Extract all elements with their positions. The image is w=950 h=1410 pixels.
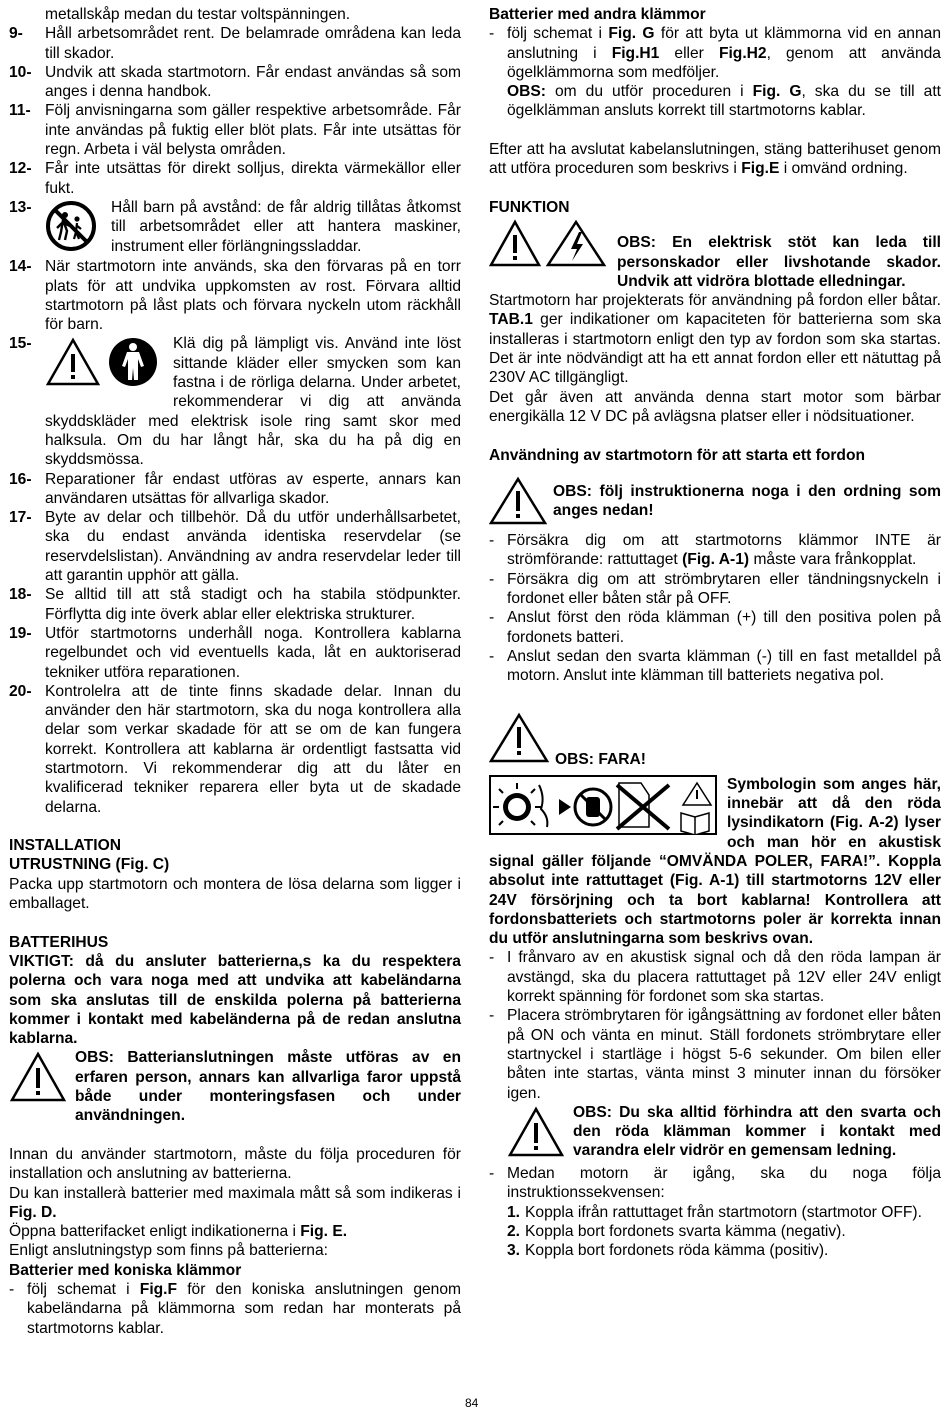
item-text: Reparationer får endast utföras av esperte, annars kan användaren utsättas för allvarliga skador. (45, 470, 461, 507)
item-text: Håll arbetsområdet rent. De belamrade områdena kan leda till skador. (45, 25, 461, 62)
tab-ref: TAB.1 (489, 311, 533, 329)
viktigt-text: VIKTIGT: då du ansluter batterierna,s ka du respektera polerna och vara noga med att undvika att kabeländarna som ska anslutas till de enskilda polerna på batterierna kommer i kontakt med kabeländerna på de redan anslutna kablarna. (9, 952, 461, 1048)
innan-text: Innan du använder startmotorn, måste du följa proceduren för installation och anslutning av batterierna. (9, 1145, 461, 1183)
utrustning-heading: UTRUSTNING (Fig. C) (9, 856, 170, 874)
andra-b: för att byta ut klämmorna vid en annan anslutning i (507, 25, 941, 62)
andra-obs-b: , ska du se till att ögelklämman ansluts korrekt till startmotorns kablar. (507, 83, 941, 120)
list-item (9, 508, 461, 585)
obs-fara-label: OBS: FARA! (555, 750, 646, 768)
fara-block (489, 775, 941, 949)
warning-triangle-icon (489, 476, 547, 531)
right-column (489, 5, 941, 1261)
intro-line: metallskåp medan du testar voltspänningen. (45, 6, 351, 23)
list-item (9, 63, 461, 102)
obs-order-block (489, 474, 941, 531)
anvandning-heading: Användning av startmotorn för att starta ett fordon (489, 446, 866, 464)
fig-ref: Fig. G (752, 83, 802, 101)
step-number: 2. (507, 1223, 521, 1241)
fig-ref: Fig.H2 (718, 44, 767, 62)
list-item: - följ schemat i Fig.F för den koniska anslutningen genom kabeländarna på klämmorna som redan har monterats på startmotorns kablar. (9, 1281, 461, 1337)
item-number: 11- (9, 102, 31, 120)
koniska-heading: Batterier med koniska klämmor (9, 1261, 242, 1279)
left-column (9, 5, 461, 1338)
obs-battery-text: OBS: Batterianslutningen måste utföras av en erfaren person, annars kan allvarliga faror uppstå både under monteringsfasen och under användningen. (75, 1049, 461, 1125)
efter-a: Efter att ha avslutat kabelanslutningen, stäng batterihuset genom att utföra proceduren som beskrivs i (489, 141, 941, 178)
funktion-heading: FUNKTION (489, 198, 570, 216)
list-item: - följ schemat i Fig. G för att byta ut klämmorna vid en annan anslutning i Fig.H1 eller Fig.H2, genom att använda ögelklämmorna som medföljer. OBS: om du utför proceduren i Fig. G, ska du se till att ögelklämman ansluts korrekt till startmotorns kablar. (489, 25, 941, 120)
step-item (507, 1222, 941, 1241)
item-text: Följ anvisningarna som gäller respektive arbetsområde. Får inte användas på fuktig eller blöt plats. Får inte utsättas för regn. Arbeta i väl belysta områden. (45, 102, 461, 159)
item-number: 15- (9, 335, 32, 353)
obs-clamps-block (489, 1103, 941, 1164)
du-kan-text: Du kan installerà batterier med maximala mått så som indikeras i (9, 1184, 461, 1202)
list-item (9, 24, 461, 63)
koniska-a: följ schemat i (27, 1281, 130, 1298)
item-number: 19- (9, 624, 32, 642)
du-kan-paragraph (9, 1184, 461, 1223)
item-text: Håll barn på avstånd: de får aldrig tillåtas åtkomst till arbetsområdet eller att hantera maskiner, instrument eller förlängningssladdar. (111, 198, 461, 255)
item-number: 14- (9, 258, 32, 276)
koniska-b: för den koniska anslutningen genom kabeländarna på klämmorna som redan har monterats på startmotorns kablar. (27, 1281, 461, 1337)
d1-b: måste vara frånkopplat. (753, 551, 917, 569)
item-text: Klä dig på lämpligt vis. Använd inte löst sittande kläder eller smycken som kan fastna i de rörliga delarna. Under arbetet, rekommenderar vi dig att använda skyddskläder med elektrisk isole ring samt skor med halksula. Om du har långt hår, ska du ha på dig en skyddsmössa. (45, 335, 461, 469)
andra-d: , genom att använda ögelklämmorna som medföljer. (507, 44, 941, 81)
step-text: Koppla bort fordonets svarta kämma (negativ). (525, 1223, 846, 1241)
warning-triangle-icon (9, 1050, 67, 1109)
list-item (9, 159, 461, 198)
list-item: - Placera strömbrytaren för igångsättning av fordonet eller båten på ON och vänta en minut. Ställ fordonets strömbrytare eller startnyckel i startläge i högst 5-6 sekunder. Om bilen eller båten inte startas, vänta minst 3 minuter innan du försöker igen. (489, 1007, 941, 1102)
installation-heading: INSTALLATION (9, 837, 122, 855)
warning-triangle-icon (45, 336, 101, 393)
item-number: 10- (9, 63, 32, 81)
item-text: Utför startmotorns underhåll noga. Kontrollera kablarna regelbundet och vid eventuells kada, låt en auktoriserad tekniker utföra reparationen. (45, 624, 461, 681)
obs-clamps-text: OBS: Du ska alltid förhindra att den svarta och den röda klämman kommer i kontakt med varandra elelr vidrör en gemensam ledning. (573, 1103, 941, 1160)
list-item-15 (9, 334, 461, 469)
list-item (9, 624, 461, 682)
fig-ref: Fig. D. (9, 1203, 57, 1221)
step-item (507, 1241, 941, 1260)
fara-text: Symbologin som anges här, innebär att då den röda lysindikatorn (Fig. A-2) lyser och man hör en akustisk signal gäller följande “OMVÄNDA POLER, FARA!”. Koppla absolut inte rattuttaget (Fig. A-1) till startmotorns 12V eller 24V försörjning och ta bort kablarna! Kontrollera att fordonsbatteriets och startmotorns poler är korrekta innan du utför anslutningarna som beskrivs ovan. (489, 775, 941, 948)
list-text: Försäkra dig om att strömbrytaren eller tändningsnyckeln i fordonet eller båten står på OFF. (507, 570, 941, 608)
step-text: Koppla ifrån rattuttaget från startmotorn (startmotor OFF). (525, 1203, 922, 1221)
fig-ref: (Fig. A-1) (682, 551, 750, 569)
list-item (9, 682, 461, 817)
item-number: 17- (9, 509, 32, 527)
fig-ref: Fig.F (139, 1281, 178, 1298)
funktion-b: ger indikationer om kapaciteten för batterierna som ska installeras i startmotorn enligt den typ av fordon som ska startas. Det är inte nödvändigt att ha ett annat fordon eller ett nätuttag på 230V AC tillgängligt. (489, 311, 941, 387)
list-text: Placera strömbrytaren för igångsättning av fordonet eller båten på ON och vänta en minut. Ställ fordonets strömbrytare eller startnyckel i startläge i högst 5-6 sekunder. Om bilen eller båten inte startas, vänta minst 3 minuter innan du försöker igen. (507, 1007, 941, 1102)
list-text: Medan motorn är igång, ska du noga följa instruktionssekvensen: (507, 1165, 941, 1202)
item-text: När startmotorn inte används, ska den förvaras på en torr plats för att undvika uppkomsten av rost. Förvara alltid startmotorn på låst plats och förvara nyckeln utom räckhåll för barn. (45, 258, 461, 334)
no-children-icon (45, 200, 97, 257)
obs-shock-block (489, 217, 941, 291)
item-text: Byte av delar och tillbehör. Då du utför underhållsarbetet, ska du endast använda identiska reservdelar (se reservdelslistan). Användning av andra reservdelar leder till att garantin upphör att gälla. (45, 509, 461, 585)
obs-battery-block (9, 1048, 461, 1125)
obs-fara-block (489, 712, 941, 769)
item-number: 13- (9, 198, 32, 216)
batterihus-heading: BATTERIHUS (9, 933, 109, 951)
list-item-13 (9, 198, 461, 257)
andra-a: följ schemat i (507, 25, 602, 43)
oppna-paragraph (9, 1222, 461, 1241)
step-number: 1. (507, 1203, 521, 1221)
list-item: - Försäkra dig om att strömbrytaren eller tändningsnyckeln i fordonet eller båten står på OFF. (489, 570, 941, 608)
list-item: - Anslut sedan den svarta klämman (-) till en fast metalldel på motorn. Anslut inte klämman till batteriets negativa pol. (489, 647, 941, 685)
warning-triangle-icon (507, 1105, 565, 1164)
item-text: Se alltid till att stå stadigt och ha stabila stödpunkter. Förflytta dig inte överk ablar eller elektriska strukturer. (45, 586, 461, 623)
item-number: 16- (9, 470, 32, 488)
item-number: 20- (9, 682, 32, 700)
fig-ref: Fig.E (741, 160, 780, 178)
item-number: 18- (9, 586, 32, 604)
item-number: 9- (9, 25, 23, 43)
funktion-a: Startmotorn har projekterats för användning på fordon eller båtar. (489, 292, 941, 310)
list-item (9, 585, 461, 624)
fig-ref: Fig. E. (300, 1223, 348, 1241)
andra-obs-a: om du utför proceduren i (555, 83, 744, 101)
step-item (507, 1203, 941, 1222)
list-item: - Försäkra dig om att startmotorns klämmor INTE är strömförande: rattuttaget (Fig. A-1) måste vara frånkopplat. (489, 532, 941, 569)
fig-ref: Fig.H1 (611, 44, 660, 62)
d1-a: Försäkra dig om att startmotorns klämmor INTE är strömförande: rattuttaget (507, 532, 941, 569)
obs-order-text: OBS: följ instruktionerna noga i den ordning som anges nedan! (553, 482, 941, 520)
step-number: 3. (507, 1242, 521, 1260)
list-item: - I frånvaro av en akustisk signal och då den röda lampan är avstängd, ska du placera rattuttaget på 12V eller 24V enligt korrekt spänning för fordonet som ska startas. (489, 949, 941, 1006)
warning-triangle-icon (489, 712, 549, 769)
andra-heading: Batterier med andra klämmor (489, 6, 706, 23)
obs-shock-text: OBS: En elektrisk stöt kan leda till personskador eller livshotande skador. Undvik att vidröra blottade elledningar. (617, 234, 941, 290)
warning-triangle-icon (489, 219, 541, 274)
list-item (9, 470, 461, 509)
oppna-text: Öppna batterifacket enligt indikationerna i (9, 1223, 296, 1241)
andra-c: eller (674, 44, 704, 62)
funktion-paragraph (489, 291, 941, 387)
reverse-polarity-warning-icon (489, 775, 717, 840)
item-number: 12- (9, 160, 32, 178)
electric-shock-icon (545, 219, 607, 274)
step-text: Koppla bort fordonets röda kämma (positiv). (525, 1242, 829, 1260)
funktion-c: Det går även att använda denna start motor som bärbar energikälla 12 V DC på avlägsna platser eller i nödsituationer. (489, 388, 941, 425)
protective-suit-icon (107, 336, 159, 393)
fig-ref: Fig. G (608, 25, 655, 43)
item-text: Får inte utsättas för direkt solljus, direkta värmekällor eller fukt. (45, 160, 461, 197)
item-text: Kontrolelra att de tinte finns skadade delar. Innan du använder den här startmotorn, ska du noga kontrollera alla delar som verkar skadade för att se om de kan fungera korrekt. Kontrollera att kablarna är ordentligt fastsatta vid startmotorn. Vi rekommenderar dig att du låter en kvalificerad tekniker reparera eller byta ut de skadade delarna. (45, 682, 461, 816)
list-text: Anslut sedan den svarta klämman (-) till en fast metalldel på motorn. Anslut inte klämman till batteriets negativa pol. (507, 647, 941, 685)
efter-paragraph (489, 140, 941, 179)
list-item (9, 257, 461, 334)
enligt-text: Enligt anslutningstyp som finns på batterierna: (9, 1242, 328, 1260)
list-item: - Medan motorn är igång, ska du noga följa instruktionssekvensen: (489, 1165, 941, 1202)
list-item (9, 101, 461, 159)
list-text: I frånvaro av en akustisk signal och då den röda lampan är avstängd, ska du placera rattuttaget på 12V eller 24V enligt korrekt spänning för fordonet som ska startas. (507, 949, 941, 1006)
page-number: 84 (465, 1396, 479, 1410)
list-text: Anslut först den röda klämman (+) till den positiva polen på fordonets batteri. (507, 609, 941, 646)
list-item: - Anslut först den röda klämman (+) till den positiva polen på fordonets batteri. (489, 609, 941, 646)
efter-b: i omvänd ordning. (783, 160, 908, 178)
obs-label: OBS: (507, 83, 546, 101)
utrustning-text: Packa upp startmotorn och montera de lösa delarna som ligger i emballaget. (9, 875, 461, 913)
item-text: Undvik att skada startmotorn. Får endast användas så som anges i denna handbok. (45, 63, 461, 101)
